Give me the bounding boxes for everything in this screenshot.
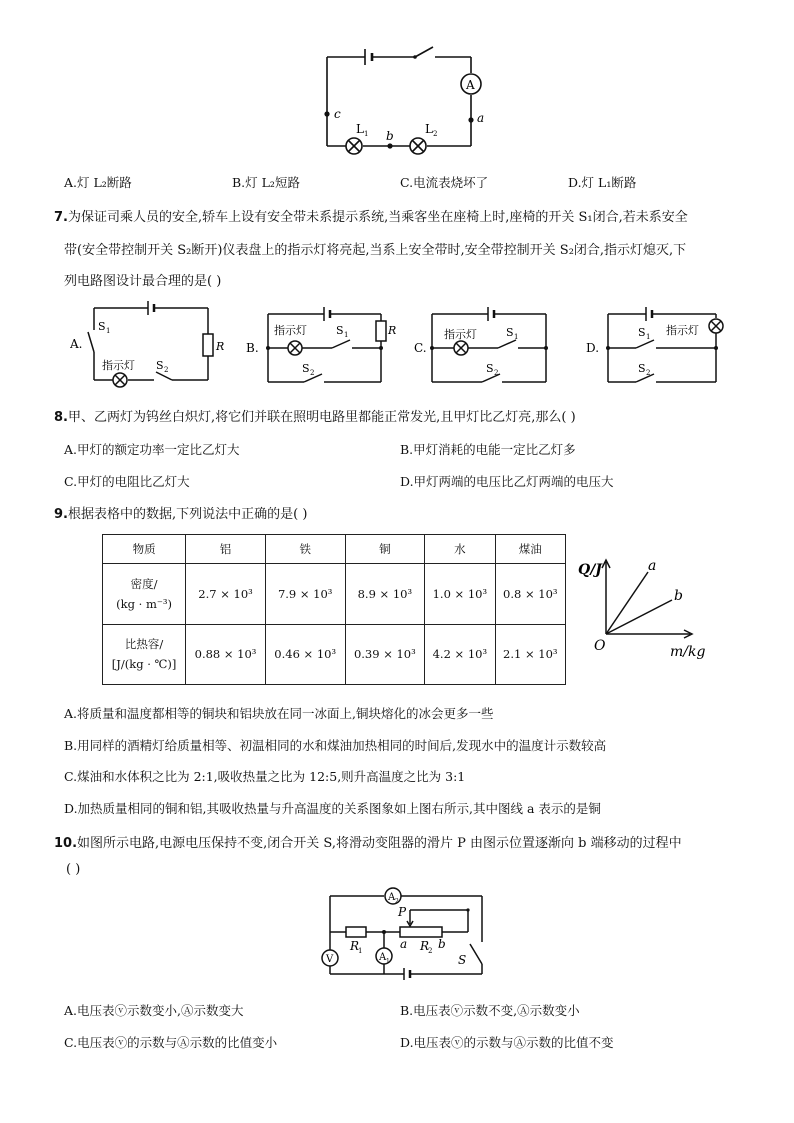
q7c-s1: S [506,326,514,339]
q10-r1-sub: 1 [358,947,363,955]
q7a-s2: S [156,359,164,372]
density-label-line1: 密度/ [130,576,158,591]
q7b-r: R [388,324,397,337]
q10-v-label: V [326,954,334,965]
q8-text: 甲、乙两灯为钨丝白炽灯,将它们并联在照明电路里都能正常发光,且甲灯比乙灯亮,那么( ) [67,410,576,425]
table-header: 铁 [265,535,345,564]
q8-stem [54,406,576,425]
graph-line-b-label: b [674,588,683,604]
heat-label-cell [103,624,186,685]
table-header-row [103,535,566,564]
graph-line-a-label: a [648,558,657,574]
q7a-letter: A. [70,337,83,351]
q8-option-a[interactable]: A.甲灯的额定功率一定比乙灯大 [64,442,240,457]
q9-stem [54,503,307,522]
q9-option-b[interactable]: B.用同样的酒精灯给质量相等、初温相同的水和煤油加热相同的时间后,发现水中的温度计示数较高 [64,738,607,753]
table-cell: 4.2 × 10³ [425,624,495,685]
q8-option-d[interactable]: D.甲灯两端的电压比乙灯两端的电压大 [400,474,614,489]
q9-text: 根据表格中的数据,下列说法中正确的是( ) [67,507,308,522]
table-header: 煤油 [495,535,565,564]
q10-a1-sub: 1 [386,958,390,965]
point-a-label: a [477,111,485,125]
q10-a2-sub: 2 [395,898,399,905]
q10-a2-label: A [388,892,396,903]
lamp-l2-label: L [425,122,433,136]
q7-number: 7. [54,210,68,225]
q7d-lamp: 指示灯 [666,324,699,337]
lamp-l1-label: L [356,122,364,136]
graph-ylabel: Q/J [578,562,602,578]
q6-option-c[interactable]: C.电流表烧坏了 [400,175,489,190]
q7d-letter: D. [586,341,600,355]
graph-xlabel: m/kg [670,644,706,660]
lamp-l1-sub: 1 [364,130,369,138]
q10-text: 如图所示电路,电源电压保持不变,闭合开关 S,将滑动变阻器的滑片 P 由图示位置逐渐向 b 端移动的过程中 [77,836,682,851]
q9-option-a[interactable]: A.将质量和温度都相等的铜块和铝块放在同一冰面上,铜块熔化的冰会更多一些 [64,706,494,721]
table-row [103,624,566,685]
q10-a1-label: A [379,952,387,963]
q10-option-a[interactable]: A.电压表ⓥ示数变小,Ⓐ示数变大 [64,1003,244,1018]
q7-diagram-d[interactable] [582,296,732,391]
svg-text:2: 2 [494,369,499,377]
q7-diagram-c[interactable] [412,296,562,391]
table-header: 铜 [345,535,425,564]
point-b-label: b [386,129,394,143]
q7d-s1: S [638,326,646,339]
q7-line-3: 列电路图设计最合理的是( ) [64,274,222,289]
q7-line-2: 带(安全带控制开关 S₂断开)仪表盘上的指示灯将亮起,当系上安全带时,安全带控制开关 S₂闭合,指示灯熄灭,下 [64,243,687,258]
q7b-lamp: 指示灯 [274,324,307,337]
svg-text:1: 1 [344,331,349,339]
q6-option-a[interactable]: A.灯 L₂断路 [64,175,132,190]
q9-option-c[interactable]: C.煤油和水体积之比为 2:1,吸收热量之比为 12:5,则升高温度之比为 3:1 [64,769,466,784]
q10-r1-label: R [350,939,360,953]
q8-option-b[interactable]: B.甲灯消耗的电能一定比乙灯多 [400,442,576,457]
q10-option-d[interactable]: D.电压表ⓥ的示数与Ⓐ示数的比值不变 [400,1035,614,1050]
table-cell: 0.88 × 10³ [186,624,266,685]
q10-number: 10. [54,836,78,851]
density-label-line2: (kg · m⁻³) [116,596,173,611]
q7c-letter: C. [414,341,427,355]
q7-diagram-b[interactable] [246,296,406,391]
table-header: 物质 [103,535,186,564]
q10-option-c[interactable]: C.电压表ⓥ的示数与Ⓐ示数的比值变小 [64,1035,278,1050]
q10-b-label: b [438,937,446,951]
table-cell: 2.1 × 10³ [495,624,565,685]
svg-text:1: 1 [106,327,111,335]
q7a-lamp: 指示灯 [102,359,135,372]
q7d-s2: S [638,362,646,375]
q10-p-label: P [398,905,407,919]
q10-r2-label: R [420,939,430,953]
svg-text:2: 2 [310,369,315,377]
table-header: 铝 [186,535,266,564]
q6-option-d[interactable]: D.灯 L₁断路 [568,175,637,190]
q7c-s2: S [486,362,494,375]
q7b-s1: S [336,324,344,337]
table-cell: 0.39 × 10³ [345,624,425,685]
q6-circuit-diagram [315,42,495,162]
table-header: 水 [425,535,495,564]
point-c-label: c [334,107,341,121]
density-label-cell [103,564,186,625]
lamp-l2-sub: 2 [433,130,438,138]
q7-stem [54,206,688,225]
q6-option-b[interactable]: B.灯 L₂短路 [232,175,300,190]
q10-r2-sub: 2 [428,947,433,955]
q7c-lamp: 指示灯 [444,328,477,341]
q7a-r: R [216,340,225,353]
q9-qm-graph [572,552,722,662]
q10-option-b[interactable]: B.电压表ⓥ示数不变,Ⓐ示数变小 [400,1003,580,1018]
q9-number: 9. [54,507,68,522]
table-cell: 0.8 × 10³ [495,564,565,625]
ammeter-label: A [466,78,475,92]
table-cell: 1.0 × 10³ [425,564,495,625]
q7a-s1: S [98,320,106,333]
q9-data-table [102,534,566,685]
table-cell: 0.46 × 10³ [265,624,345,685]
table-cell: 8.9 × 10³ [345,564,425,625]
table-cell: 7.9 × 10³ [265,564,345,625]
q10-a-label: a [400,937,408,951]
svg-text:1: 1 [514,333,519,341]
q8-option-c[interactable]: C.甲灯的电阻比乙灯大 [64,474,190,489]
q7b-s2: S [302,362,310,375]
svg-text:2: 2 [164,366,169,374]
heat-label-line2: [J/(kg · ℃)] [111,657,177,672]
q10-bracket: ( ) [66,862,81,877]
q8-number: 8. [54,410,68,425]
svg-text:2: 2 [646,369,651,377]
svg-text:1: 1 [646,333,651,341]
q10-stem [54,832,682,851]
q9-option-d[interactable]: D.加热质量相同的铜和铝,其吸收热量与升高温度的关系图象如上图右所示,其中图线 a 表示的是铜 [64,801,601,816]
q7-line-1: 为保证司乘人员的安全,轿车上设有安全带未系提示系统,当乘客坐在座椅上时,座椅的开关 S₁闭合,若未系安全 [67,210,688,225]
table-row [103,564,566,625]
q10-s-label: S [458,953,467,967]
q7-diagram-a[interactable] [70,296,230,391]
graph-origin: O [594,638,606,654]
q7b-letter: B. [246,341,259,355]
q10-circuit-diagram [312,884,492,989]
table-cell: 2.7 × 10³ [186,564,266,625]
heat-label-line1: 比热容/ [124,637,164,652]
